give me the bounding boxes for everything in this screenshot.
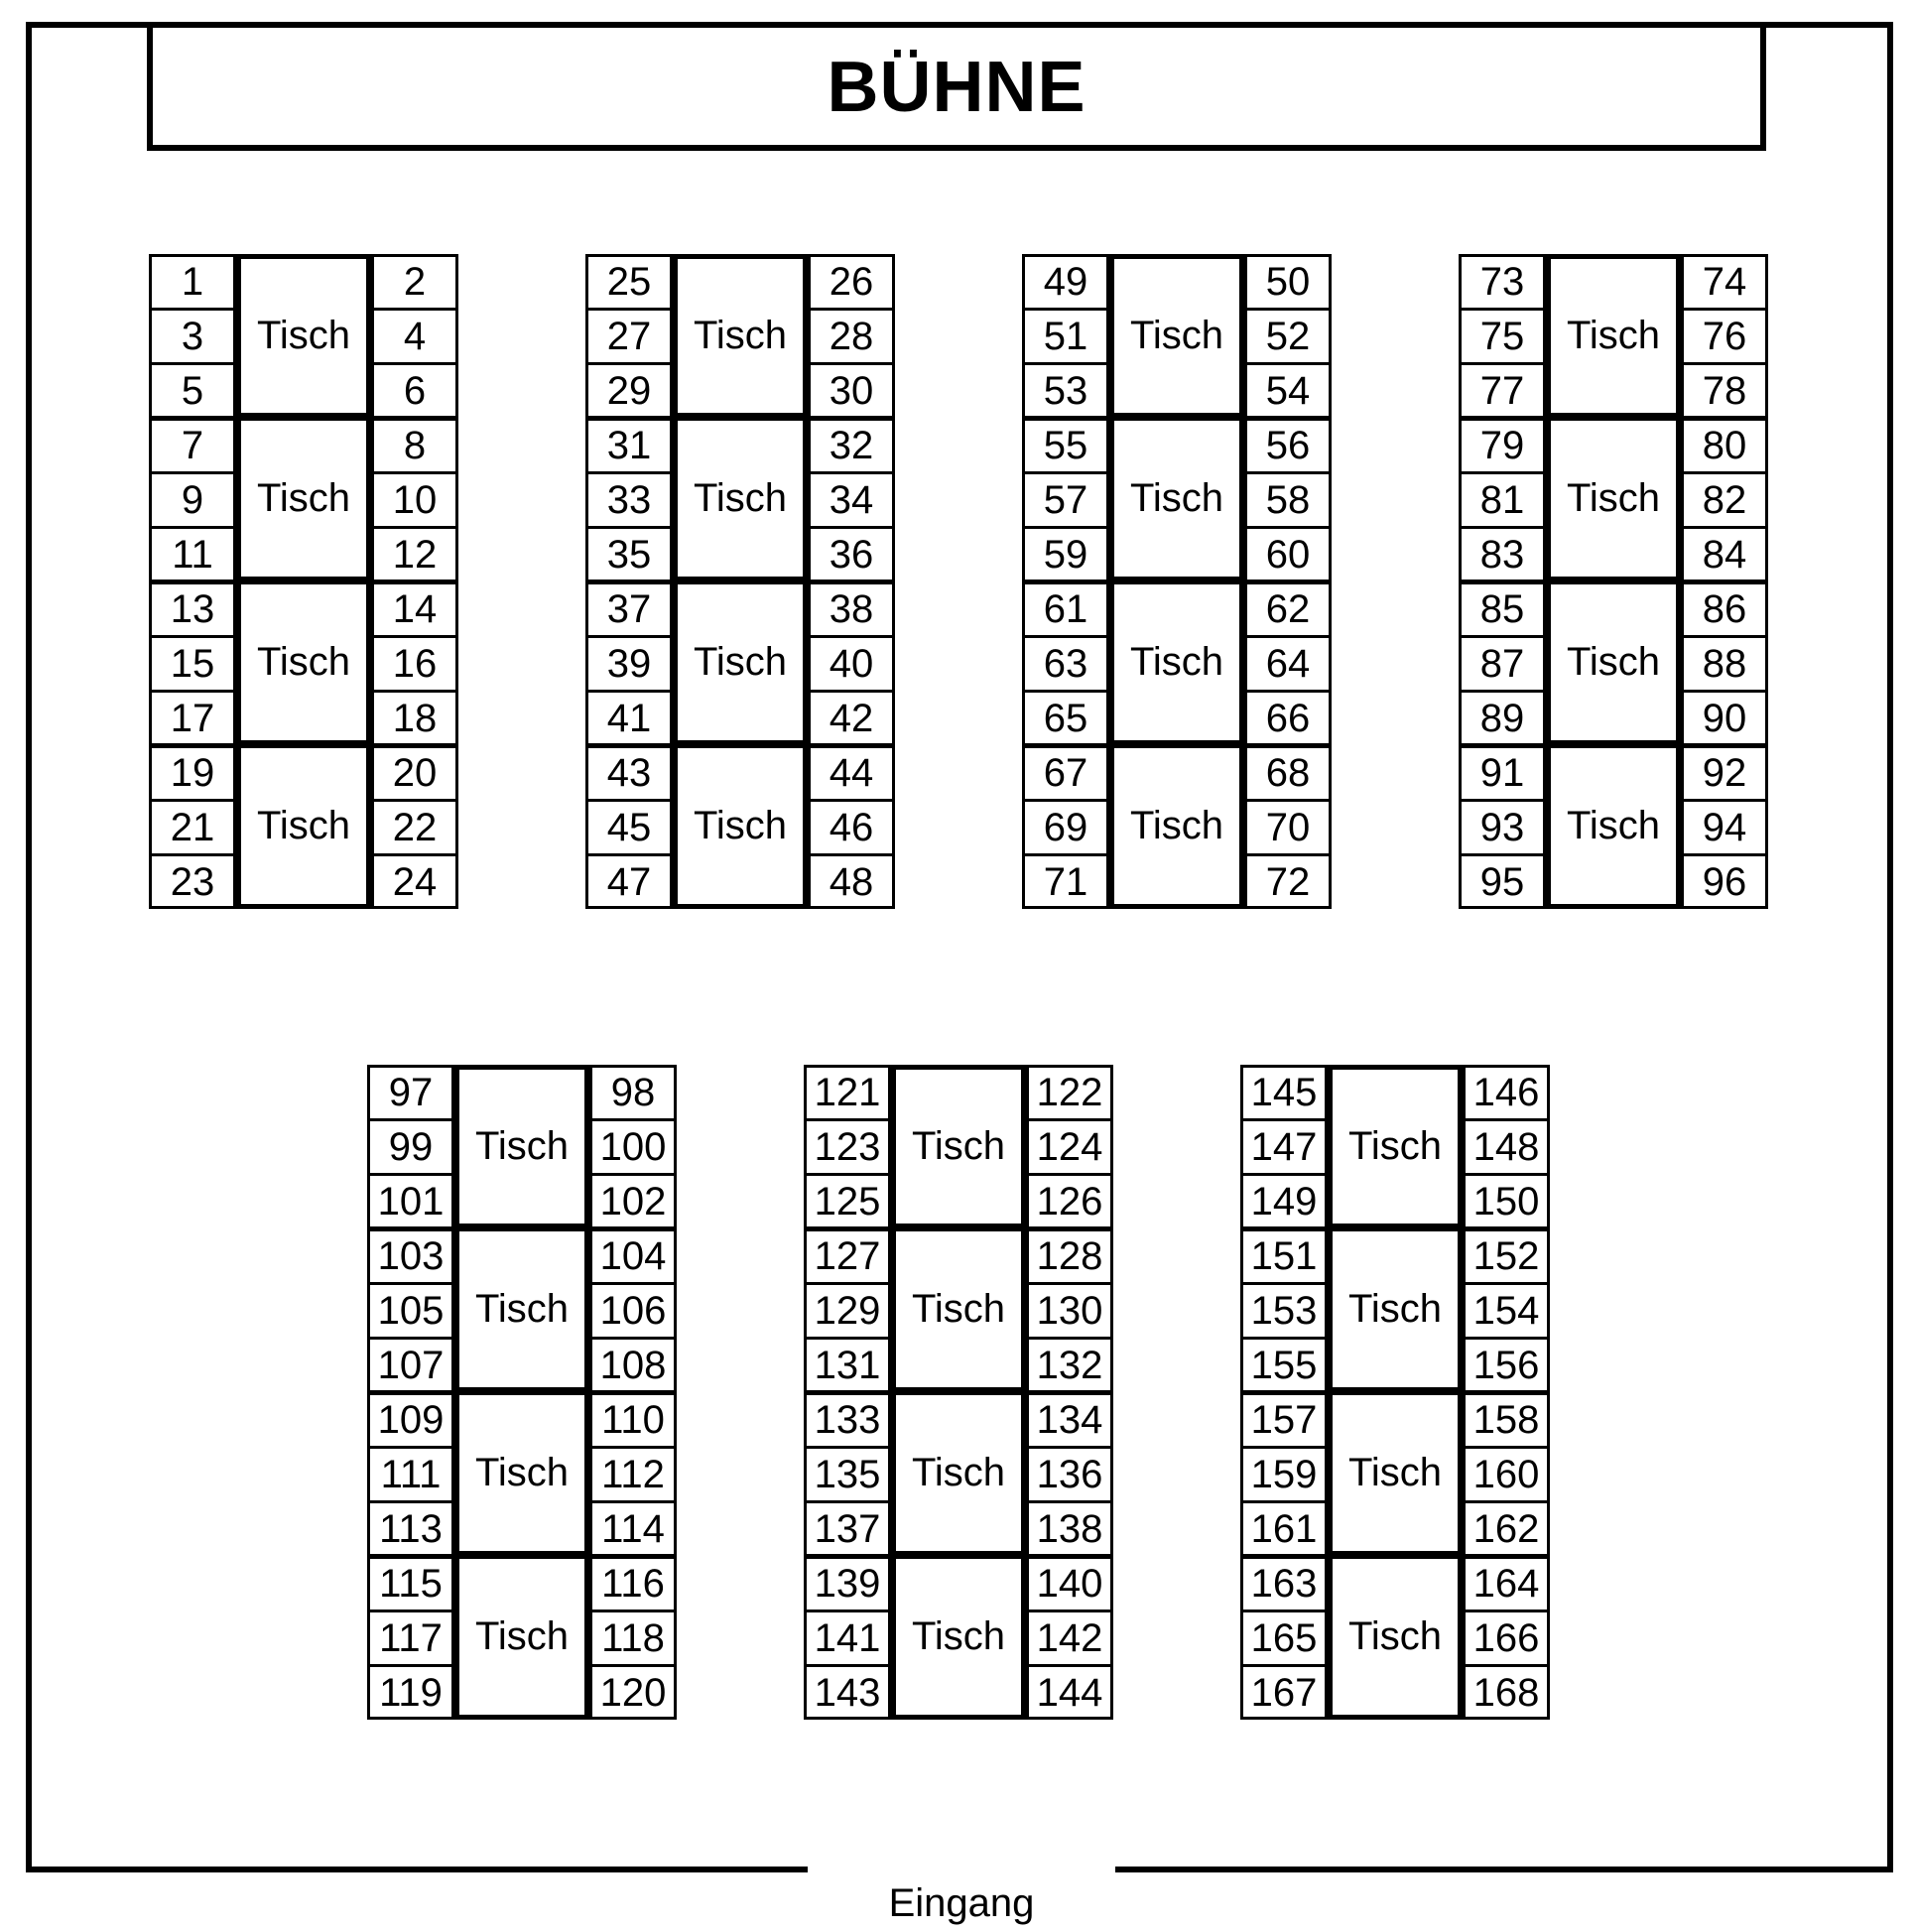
seat-block-4: [1459, 254, 1768, 909]
seat-number[interactable]: 160: [1472, 1452, 1540, 1496]
seat-column-right: [1244, 254, 1332, 909]
seat-number[interactable]: 108: [599, 1343, 667, 1387]
table[interactable]: Tisch: [454, 1065, 589, 1228]
table[interactable]: Tisch: [1109, 743, 1244, 909]
seat-column-right: [808, 254, 895, 909]
seat-number[interactable]: 7: [181, 423, 204, 467]
table[interactable]: Tisch: [236, 743, 371, 909]
seat-number[interactable]: 3: [181, 314, 204, 358]
table[interactable]: Tisch: [673, 580, 808, 745]
seat-number[interactable]: 22: [392, 805, 438, 849]
seat-number[interactable]: 96: [1702, 859, 1747, 904]
seat-number[interactable]: 125: [814, 1179, 881, 1224]
seat-number[interactable]: 130: [1036, 1288, 1103, 1333]
stage-label: BÜHNE: [827, 48, 1086, 127]
seat-number[interactable]: 46: [829, 805, 874, 849]
seat-number[interactable]: 155: [1250, 1343, 1318, 1387]
seat-number[interactable]: 20: [392, 750, 438, 795]
seat-number[interactable]: 117: [379, 1615, 443, 1660]
table[interactable]: Tisch: [891, 1226, 1026, 1392]
seat-number[interactable]: 68: [1265, 750, 1311, 795]
seat-number[interactable]: 126: [1036, 1179, 1103, 1224]
seat-number[interactable]: 166: [1472, 1615, 1540, 1660]
seat-block-7: [1240, 1065, 1550, 1720]
seat-block-6: [804, 1065, 1113, 1720]
seat-number[interactable]: 64: [1265, 641, 1311, 686]
seat-number[interactable]: 152: [1472, 1233, 1540, 1278]
seat-number[interactable]: 138: [1036, 1506, 1103, 1551]
seat-number[interactable]: 58: [1265, 477, 1311, 522]
seat-number[interactable]: 156: [1472, 1343, 1540, 1387]
seat-number[interactable]: 48: [829, 859, 874, 904]
seat-number[interactable]: 146: [1472, 1070, 1540, 1114]
seat-number[interactable]: 91: [1479, 750, 1525, 795]
seat-number[interactable]: 84: [1702, 532, 1747, 577]
seat-number[interactable]: 19: [170, 750, 215, 795]
seat-number[interactable]: 72: [1265, 859, 1311, 904]
seat-number[interactable]: 157: [1250, 1397, 1318, 1442]
seat-number[interactable]: 60: [1265, 532, 1311, 577]
seat-number[interactable]: 150: [1472, 1179, 1540, 1224]
seat-number[interactable]: 168: [1472, 1670, 1540, 1715]
seat-number[interactable]: 165: [1250, 1615, 1318, 1660]
seat-number[interactable]: 65: [1043, 696, 1088, 740]
seat-block-1: [149, 254, 458, 909]
table[interactable]: Tisch: [1328, 1226, 1463, 1392]
seat-number[interactable]: 158: [1472, 1397, 1540, 1442]
table[interactable]: Tisch: [673, 416, 808, 581]
seat-number[interactable]: 136: [1036, 1452, 1103, 1496]
room-wall-left: [26, 22, 32, 1872]
seat-number[interactable]: 38: [829, 586, 874, 631]
seat-number[interactable]: 87: [1479, 641, 1525, 686]
seat-number[interactable]: 141: [814, 1615, 881, 1660]
seat-number[interactable]: 66: [1265, 696, 1311, 740]
seat-number[interactable]: 8: [403, 423, 427, 467]
seat-number[interactable]: 59: [1043, 532, 1088, 577]
table[interactable]: Tisch: [236, 580, 371, 745]
seat-number[interactable]: 44: [829, 750, 874, 795]
seat-number[interactable]: 71: [1043, 859, 1088, 904]
seat-number[interactable]: 107: [377, 1343, 445, 1387]
seat-number[interactable]: 164: [1472, 1561, 1540, 1606]
seat-number[interactable]: 80: [1702, 423, 1747, 467]
seat-number[interactable]: 97: [388, 1070, 434, 1114]
entrance-label: Eingang: [888, 1881, 1035, 1925]
seat-number[interactable]: 75: [1479, 314, 1525, 358]
seat-column-left: [585, 254, 673, 909]
room-wall-right: [1887, 22, 1893, 1872]
seat-number[interactable]: 167: [1250, 1670, 1318, 1715]
seat-number[interactable]: 142: [1036, 1615, 1103, 1660]
seat-number[interactable]: 116: [601, 1561, 665, 1606]
seat-number[interactable]: 47: [606, 859, 652, 904]
seat-number[interactable]: 101: [377, 1179, 445, 1224]
table[interactable]: Tisch: [891, 1065, 1026, 1228]
seat-number[interactable]: 124: [1036, 1124, 1103, 1169]
seat-number[interactable]: 13: [170, 586, 215, 631]
seat-number[interactable]: 83: [1479, 532, 1525, 577]
seat-number[interactable]: 121: [814, 1070, 881, 1114]
seat-number[interactable]: 15: [170, 641, 215, 686]
seat-column-right: [1463, 1065, 1550, 1720]
seat-number[interactable]: 57: [1043, 477, 1088, 522]
seat-number[interactable]: 140: [1036, 1561, 1103, 1606]
table[interactable]: Tisch: [454, 1554, 589, 1720]
stage: [147, 22, 1766, 151]
seat-number[interactable]: 161: [1250, 1506, 1318, 1551]
seat-number[interactable]: 9: [181, 477, 204, 522]
seat-number[interactable]: 61: [1043, 586, 1088, 631]
seat-column-left: [367, 1065, 454, 1720]
seat-number[interactable]: 92: [1702, 750, 1747, 795]
seat-number[interactable]: 21: [170, 805, 215, 849]
seat-column-right: [589, 1065, 677, 1720]
seat-number[interactable]: 29: [606, 368, 652, 413]
table[interactable]: Tisch: [891, 1390, 1026, 1556]
table[interactable]: Tisch: [454, 1390, 589, 1556]
seat-number[interactable]: 153: [1250, 1288, 1318, 1333]
table[interactable]: Tisch: [454, 1226, 589, 1392]
seat-column-right: [1681, 254, 1768, 909]
seat-number[interactable]: 132: [1036, 1343, 1103, 1387]
seat-number[interactable]: 148: [1472, 1124, 1540, 1169]
seat-number[interactable]: 81: [1479, 477, 1525, 522]
table[interactable]: Tisch: [1546, 580, 1681, 745]
seat-number[interactable]: 98: [610, 1070, 656, 1114]
seat-number[interactable]: 82: [1702, 477, 1747, 522]
seat-number[interactable]: 69: [1043, 805, 1088, 849]
seat-number[interactable]: 35: [606, 532, 652, 577]
seat-number[interactable]: 115: [379, 1561, 443, 1606]
seat-number[interactable]: 4: [403, 314, 427, 358]
seat-number[interactable]: 67: [1043, 750, 1088, 795]
seat-number[interactable]: 149: [1250, 1179, 1318, 1224]
seat-number[interactable]: 102: [599, 1179, 667, 1224]
seat-number[interactable]: 134: [1036, 1397, 1103, 1442]
seat-number[interactable]: 30: [829, 368, 874, 413]
table[interactable]: Tisch: [1109, 416, 1244, 581]
table[interactable]: Tisch: [1546, 743, 1681, 909]
seat-number[interactable]: 110: [601, 1397, 665, 1442]
seat-number[interactable]: 51: [1043, 314, 1088, 358]
table[interactable]: Tisch: [1328, 1065, 1463, 1228]
seat-column-right: [371, 254, 458, 909]
seat-number[interactable]: 12: [392, 532, 438, 577]
seat-number[interactable]: 25: [606, 259, 652, 304]
table[interactable]: Tisch: [236, 254, 371, 418]
seat-number[interactable]: 145: [1250, 1070, 1318, 1114]
seat-number[interactable]: 114: [601, 1506, 665, 1551]
seat-number[interactable]: 94: [1702, 805, 1747, 849]
seat-number[interactable]: 151: [1250, 1233, 1318, 1278]
seat-number[interactable]: 109: [377, 1397, 445, 1442]
seat-number[interactable]: 162: [1472, 1506, 1540, 1551]
seat-number[interactable]: 14: [392, 586, 438, 631]
seat-number[interactable]: 122: [1036, 1070, 1103, 1114]
table[interactable]: Tisch: [673, 743, 808, 909]
seat-number[interactable]: 26: [829, 259, 874, 304]
seat-number[interactable]: 55: [1043, 423, 1088, 467]
seat-column-right: [1026, 1065, 1113, 1720]
seat-number[interactable]: 118: [601, 1615, 665, 1660]
seat-block-5: [367, 1065, 677, 1720]
seat-column-left: [1459, 254, 1546, 909]
seat-number[interactable]: 18: [392, 696, 438, 740]
seat-number[interactable]: 32: [829, 423, 874, 467]
seat-column-left: [1240, 1065, 1328, 1720]
table[interactable]: Tisch: [1328, 1390, 1463, 1556]
seat-number[interactable]: 42: [829, 696, 874, 740]
table[interactable]: Tisch: [673, 254, 808, 418]
seat-number[interactable]: 119: [379, 1670, 443, 1715]
seat-number[interactable]: 127: [814, 1233, 881, 1278]
seat-number[interactable]: 37: [606, 586, 652, 631]
seat-number[interactable]: 62: [1265, 586, 1311, 631]
seat-number[interactable]: 17: [170, 696, 215, 740]
seat-number[interactable]: 104: [599, 1233, 667, 1278]
seat-number[interactable]: 23: [170, 859, 215, 904]
seat-number[interactable]: 154: [1472, 1288, 1540, 1333]
seat-number[interactable]: 111: [380, 1452, 442, 1496]
seat-number[interactable]: 88: [1702, 641, 1747, 686]
seat-block-3: [1022, 254, 1332, 909]
seat-number[interactable]: 131: [814, 1343, 881, 1387]
seat-number[interactable]: 36: [829, 532, 874, 577]
seat-number[interactable]: 135: [814, 1452, 881, 1496]
seat-number[interactable]: 28: [829, 314, 874, 358]
seat-number[interactable]: 139: [814, 1561, 881, 1606]
table[interactable]: Tisch: [1109, 580, 1244, 745]
seat-block-2: [585, 254, 895, 909]
table[interactable]: Tisch: [1109, 254, 1244, 418]
seat-number[interactable]: 78: [1702, 368, 1747, 413]
seat-number[interactable]: 93: [1479, 805, 1525, 849]
seat-number[interactable]: 40: [829, 641, 874, 686]
seat-number[interactable]: 144: [1036, 1670, 1103, 1715]
seat-column-left: [1022, 254, 1109, 909]
seat-number[interactable]: 89: [1479, 696, 1525, 740]
table[interactable]: Tisch: [1546, 416, 1681, 581]
seat-number[interactable]: 10: [392, 477, 438, 522]
seat-number[interactable]: 123: [814, 1124, 881, 1169]
seat-number[interactable]: 33: [606, 477, 652, 522]
seat-number[interactable]: 1: [181, 259, 204, 304]
seat-number[interactable]: 43: [606, 750, 652, 795]
seat-number[interactable]: 99: [388, 1124, 434, 1169]
seat-number[interactable]: 143: [814, 1670, 881, 1715]
seat-number[interactable]: 27: [606, 314, 652, 358]
seat-number[interactable]: 90: [1702, 696, 1747, 740]
seat-number[interactable]: 73: [1479, 259, 1525, 304]
seat-number[interactable]: 95: [1479, 859, 1525, 904]
table[interactable]: Tisch: [1328, 1554, 1463, 1720]
seat-number[interactable]: 147: [1250, 1124, 1318, 1169]
seat-number[interactable]: 63: [1043, 641, 1088, 686]
table[interactable]: Tisch: [891, 1554, 1026, 1720]
seat-number[interactable]: 105: [377, 1288, 445, 1333]
seat-number[interactable]: 53: [1043, 368, 1088, 413]
seat-number[interactable]: 76: [1702, 314, 1747, 358]
seat-number[interactable]: 49: [1043, 259, 1088, 304]
seat-number[interactable]: 5: [181, 368, 204, 413]
table[interactable]: Tisch: [236, 416, 371, 581]
seat-number[interactable]: 120: [599, 1670, 667, 1715]
seat-number[interactable]: 16: [392, 641, 438, 686]
seat-number[interactable]: 103: [377, 1233, 445, 1278]
seat-column-left: [804, 1065, 891, 1720]
seat-number[interactable]: 70: [1265, 805, 1311, 849]
seat-number[interactable]: 34: [829, 477, 874, 522]
seat-number[interactable]: 74: [1702, 259, 1747, 304]
seat-number[interactable]: 106: [599, 1288, 667, 1333]
seat-number[interactable]: 137: [814, 1506, 881, 1551]
seat-number[interactable]: 113: [379, 1506, 443, 1551]
seat-number[interactable]: 163: [1250, 1561, 1318, 1606]
seat-number[interactable]: 129: [814, 1288, 881, 1333]
seat-number[interactable]: 86: [1702, 586, 1747, 631]
table[interactable]: Tisch: [1546, 254, 1681, 418]
room-wall-bottom-right: [1115, 1867, 1893, 1872]
seat-number[interactable]: 50: [1265, 259, 1311, 304]
seat-number[interactable]: 56: [1265, 423, 1311, 467]
seat-number[interactable]: 24: [392, 859, 438, 904]
seat-number[interactable]: 39: [606, 641, 652, 686]
seat-number[interactable]: 52: [1265, 314, 1311, 358]
seat-number[interactable]: 100: [599, 1124, 667, 1169]
seat-number[interactable]: 6: [403, 368, 427, 413]
seat-number[interactable]: 54: [1265, 368, 1311, 413]
seat-number[interactable]: 41: [606, 696, 652, 740]
seat-number[interactable]: 11: [172, 532, 213, 577]
seat-number[interactable]: 112: [601, 1452, 665, 1496]
seat-number[interactable]: 133: [814, 1397, 881, 1442]
seat-column-left: [149, 254, 236, 909]
seat-number[interactable]: 128: [1036, 1233, 1103, 1278]
room-wall-bottom-left: [26, 1867, 808, 1872]
seat-number[interactable]: 79: [1479, 423, 1525, 467]
seat-number[interactable]: 85: [1479, 586, 1525, 631]
seat-number[interactable]: 2: [403, 259, 427, 304]
seat-number[interactable]: 159: [1250, 1452, 1318, 1496]
seat-number[interactable]: 31: [606, 423, 652, 467]
seat-number[interactable]: 77: [1479, 368, 1525, 413]
seat-number[interactable]: 45: [606, 805, 652, 849]
